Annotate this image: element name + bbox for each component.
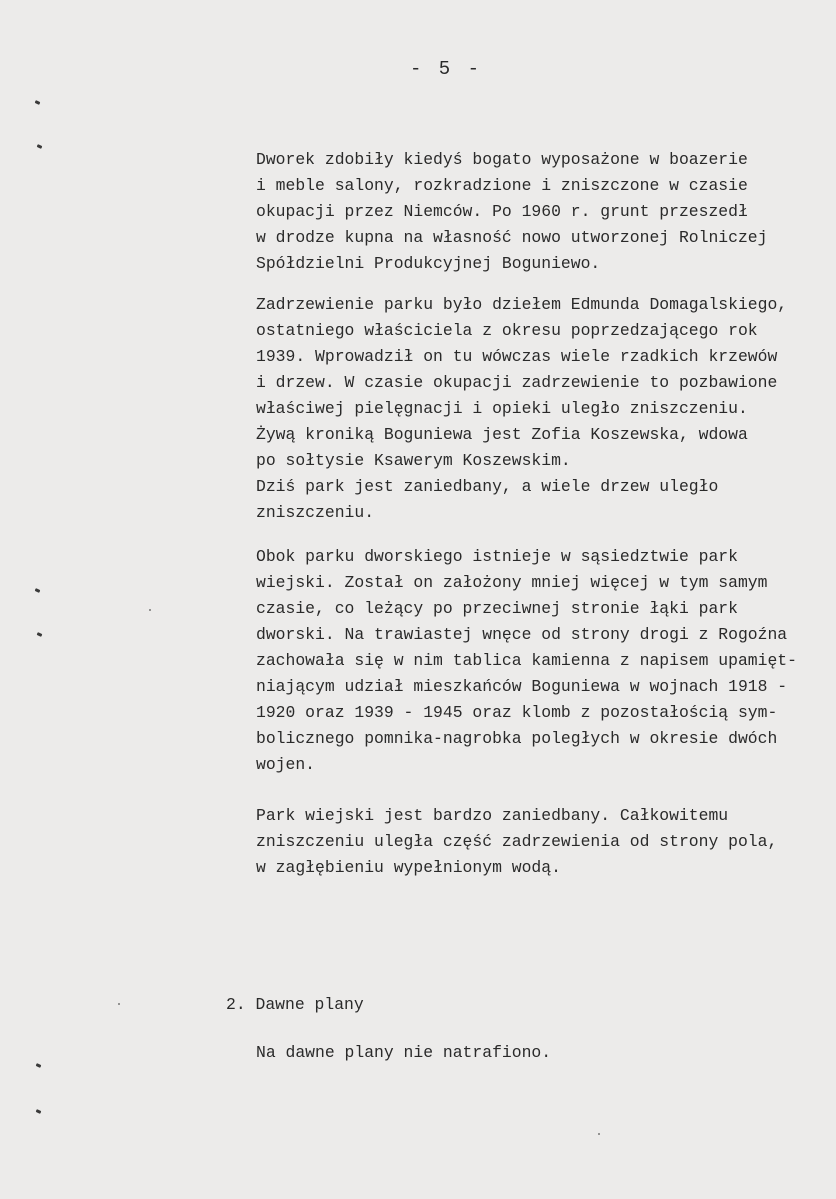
text-line: 1939. Wprowadził on tu wówczas wiele rzadkich krzewów <box>256 347 778 366</box>
text-line: czasie, co leżący po przeciwnej stronie łąki park <box>256 599 738 618</box>
section-heading: 2. Dawne plany <box>226 995 364 1014</box>
text-line: w zagłębieniu wypełnionym wodą. <box>256 858 561 877</box>
margin-dot <box>118 1003 120 1005</box>
text-line: bolicznego pomnika-nagrobka poległych w okresie dwóch <box>256 729 778 748</box>
section-text: Na dawne plany nie natrafiono. <box>256 1043 552 1062</box>
text-line: Żywą kroniką Boguniewa jest Zofia Koszewska, wdowa <box>256 425 748 444</box>
text-line: zachowała się w nim tablica kamienna z napisem upamięt- <box>256 651 797 670</box>
paragraph-4 <box>256 803 831 881</box>
text-line: Zadrzewienie parku było dziełem Edmunda Domagalskiego, <box>256 295 788 314</box>
text-line: wiejski. Został on założony mniej więcej w tym samym <box>256 573 768 592</box>
text-line: zniszczeniu uległa część zadrzewienia od strony pola, <box>256 832 778 851</box>
text-line: i drzew. W czasie okupacji zadrzewienie to pozbawione <box>256 373 778 392</box>
paragraph-3 <box>256 544 831 778</box>
text-line: Spółdzielni Produkcyjnej Boguniewo. <box>256 254 601 273</box>
margin-mark <box>36 1063 42 1068</box>
margin-mark <box>37 632 43 637</box>
text-line: ostatniego właściciela z okresu poprzedzającego rok <box>256 321 758 340</box>
text-line: okupacji przez Niemców. Po 1960 r. grunt przeszedł <box>256 202 748 221</box>
margin-mark <box>35 588 41 593</box>
text-line: niającym udział mieszkańców Boguniewa w wojnach 1918 - <box>256 677 788 696</box>
text-line: Obok parku dworskiego istnieje w sąsiedztwie park <box>256 547 738 566</box>
margin-mark <box>36 1109 42 1114</box>
text-line: wojen. <box>256 755 316 774</box>
text-line: po sołtysie Ksawerym Koszewskim. <box>256 451 571 470</box>
text-line: 1920 oraz 1939 - 1945 oraz klomb z pozostałością sym- <box>256 703 778 722</box>
text-line: zniszczeniu. <box>256 503 375 522</box>
text-line: właściwej pielęgnacji i opieki uległo zniszczeniu. <box>256 399 748 418</box>
text-line: Dziś park jest zaniedbany, a wiele drzew uległo <box>256 477 719 496</box>
text-line: i meble salony, rozkradzione i zniszczone w czasie <box>256 176 748 195</box>
text-line: Dworek zdobiły kiedyś bogato wyposażone w boazerie <box>256 150 748 169</box>
text-line: Park wiejski jest bardzo zaniedbany. Całkowitemu <box>256 806 729 825</box>
margin-dot <box>149 609 151 611</box>
paragraph-1 <box>256 147 831 277</box>
margin-mark <box>37 144 43 149</box>
paragraph-2 <box>256 292 831 526</box>
text-line: dworski. Na trawiastej wnęce od strony drogi z Rogoźna <box>256 625 788 644</box>
page-number: - 5 - <box>410 58 483 80</box>
margin-mark <box>35 100 41 105</box>
text-line: w drodze kupna na własność nowo utworzonej Rolniczej <box>256 228 768 247</box>
margin-dot <box>598 1133 600 1135</box>
